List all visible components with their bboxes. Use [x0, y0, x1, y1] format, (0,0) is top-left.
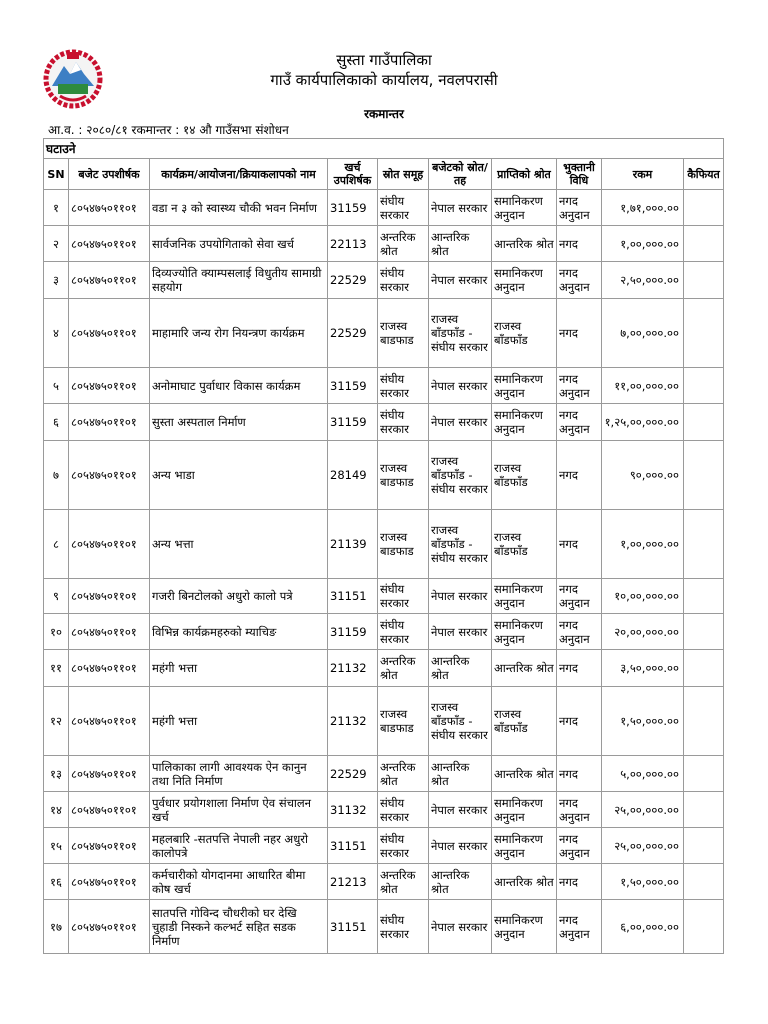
program-name-cell: पालिकाका लागी आवश्यक ऐन कानुन तथा निति निर्माण	[150, 756, 328, 792]
program-name-cell: माहामारि जन्य रोग नियन्त्रण कार्यक्रम	[150, 299, 328, 368]
table-row	[44, 614, 724, 650]
column-header: कैफियत	[684, 159, 724, 190]
table-row	[44, 650, 724, 687]
budget-code-cell: ८०५४७५०११०१	[69, 614, 150, 650]
expense-code-cell: 31159	[328, 368, 378, 404]
payment-method-cell: नगद	[557, 756, 602, 792]
expense-code-cell: 21213	[328, 864, 378, 900]
expense-code-cell: 31159	[328, 614, 378, 650]
amount-cell: २,५०,०००.००	[602, 262, 684, 299]
source-level-cell: नेपाल सरकार	[429, 404, 492, 441]
receipt-source-cell: राजस्व बाँडफाँड	[492, 299, 557, 368]
source-level-cell: नेपाल सरकार	[429, 614, 492, 650]
source-group-cell: संघीय सरकार	[378, 190, 429, 226]
source-level-cell: नेपाल सरकार	[429, 579, 492, 614]
fiscal-year-line: आ.व. : २०८०/८१ रकमान्तर : १४ औ गाउँसभा संशोधन	[48, 123, 289, 137]
source-group-cell: अन्तरिक श्रोत	[378, 226, 429, 262]
column-header: खर्च उपशिर्षक	[328, 159, 378, 190]
program-name-cell: कर्मचारीको योगदानमा आधारित बीमा कोष खर्च	[150, 864, 328, 900]
source-level-cell: आन्तरिक श्रोत	[429, 650, 492, 687]
source-group-cell: संघीय सरकार	[378, 404, 429, 441]
sn-cell: १४	[44, 792, 69, 828]
sn-cell: ८	[44, 510, 69, 579]
source-group-cell: संघीय सरकार	[378, 900, 429, 954]
office-name: सुस्ता गाउँपालिका	[336, 51, 432, 69]
receipt-source-cell: राजस्व बाँडफाँड	[492, 510, 557, 579]
source-group-cell: संघीय सरकार	[378, 792, 429, 828]
payment-method-cell: नगद अनुदान	[557, 262, 602, 299]
amount-cell: २५,००,०००.००	[602, 828, 684, 864]
program-name-cell: पुर्वधार प्रयोगशाला निर्माण ऐव संचालन खर्च	[150, 792, 328, 828]
table-row	[44, 900, 724, 954]
budget-code-cell: ८०५४७५०११०१	[69, 226, 150, 262]
receipt-source-cell: समानिकरण अनुदान	[492, 368, 557, 404]
receipt-source-cell: समानिकरण अनुदान	[492, 828, 557, 864]
payment-method-cell: नगद अनुदान	[557, 900, 602, 954]
sn-cell: ११	[44, 650, 69, 687]
remarks-cell	[684, 756, 724, 792]
budget-code-cell: ८०५४७५०११०१	[69, 900, 150, 954]
sn-cell: १	[44, 190, 69, 226]
office-subtitle: गाउँ कार्यपालिकाको कार्यालय, नवलपरासी	[270, 71, 498, 89]
table-row	[44, 792, 724, 828]
table-row	[44, 368, 724, 404]
budget-code-cell: ८०५४७५०११०१	[69, 368, 150, 404]
header-row	[44, 159, 724, 190]
sn-cell: १३	[44, 756, 69, 792]
amount-cell: ५,००,०००.००	[602, 756, 684, 792]
sn-cell: १६	[44, 864, 69, 900]
amount-cell: २५,००,०००.००	[602, 792, 684, 828]
source-group-cell: राजस्व बाडफाड	[378, 299, 429, 368]
program-name-cell: महंगी भत्ता	[150, 650, 328, 687]
payment-method-cell: नगद अनुदान	[557, 368, 602, 404]
receipt-source-cell: राजस्व बाँडफाँड	[492, 687, 557, 756]
section-row	[44, 139, 724, 159]
program-name-cell: सातपत्ति गोविन्द चौधरीको घर देखि चुहाडी निस्कने कल्भर्ट सहित सडक निर्माण	[150, 900, 328, 954]
budget-code-cell: ८०५४७५०११०१	[69, 864, 150, 900]
remarks-cell	[684, 404, 724, 441]
source-group-cell: अन्तरिक श्रोत	[378, 650, 429, 687]
receipt-source-cell: समानिकरण अनुदान	[492, 614, 557, 650]
program-name-cell: सुस्ता अस्पताल निर्माण	[150, 404, 328, 441]
expense-code-cell: 21132	[328, 650, 378, 687]
remarks-cell	[684, 262, 724, 299]
budget-transfer-table	[43, 138, 724, 954]
receipt-source-cell: आन्तरिक श्रोत	[492, 756, 557, 792]
payment-method-cell: नगद अनुदान	[557, 579, 602, 614]
table-row	[44, 404, 724, 441]
table-row	[44, 262, 724, 299]
source-group-cell: राजस्व बाडफाड	[378, 510, 429, 579]
remarks-cell	[684, 368, 724, 404]
receipt-source-cell: आन्तरिक श्रोत	[492, 650, 557, 687]
budget-code-cell: ८०५४७५०११०१	[69, 299, 150, 368]
amount-cell: ३,५०,०००.००	[602, 650, 684, 687]
program-name-cell: विभिन्न कार्यक्रमहरुको म्याचिङ	[150, 614, 328, 650]
remarks-cell	[684, 864, 724, 900]
expense-code-cell: 21132	[328, 687, 378, 756]
remarks-cell	[684, 441, 724, 510]
receipt-source-cell: समानिकरण अनुदान	[492, 404, 557, 441]
expense-code-cell: 31151	[328, 828, 378, 864]
budget-code-cell: ८०५४७५०११०१	[69, 687, 150, 756]
remarks-cell	[684, 828, 724, 864]
amount-cell: ७,००,०००.००	[602, 299, 684, 368]
table-row	[44, 510, 724, 579]
budget-code-cell: ८०५४७५०११०१	[69, 650, 150, 687]
column-header: बजेट उपशीर्षक	[69, 159, 150, 190]
receipt-source-cell: समानिकरण अनुदान	[492, 190, 557, 226]
source-group-cell: संघीय सरकार	[378, 828, 429, 864]
receipt-source-cell: समानिकरण अनुदान	[492, 792, 557, 828]
amount-cell: १,७१,०००.००	[602, 190, 684, 226]
program-name-cell: अनोमाघाट पुर्वाधार विकास कार्यक्रम	[150, 368, 328, 404]
expense-code-cell: 22113	[328, 226, 378, 262]
remarks-cell	[684, 510, 724, 579]
payment-method-cell: नगद अनुदान	[557, 404, 602, 441]
column-header: SN	[44, 159, 69, 190]
expense-code-cell: 22529	[328, 299, 378, 368]
table-row	[44, 756, 724, 792]
sn-cell: ४	[44, 299, 69, 368]
table-row	[44, 687, 724, 756]
payment-method-cell: नगद	[557, 299, 602, 368]
budget-code-cell: ८०५४७५०११०१	[69, 510, 150, 579]
amount-cell: १,००,०००.००	[602, 226, 684, 262]
expense-code-cell: 31159	[328, 404, 378, 441]
program-name-cell: अन्य भाडा	[150, 441, 328, 510]
receipt-source-cell: समानिकरण अनुदान	[492, 262, 557, 299]
program-name-cell: गजरी बिनटोलको अधुरो कालो पत्रे	[150, 579, 328, 614]
source-level-cell: राजस्व बाँडफाँड - संघीय सरकार	[429, 441, 492, 510]
receipt-source-cell: समानिकरण अनुदान	[492, 900, 557, 954]
payment-method-cell: नगद	[557, 226, 602, 262]
sn-cell: २	[44, 226, 69, 262]
expense-code-cell: 31132	[328, 792, 378, 828]
remarks-cell	[684, 190, 724, 226]
payment-method-cell: नगद अनुदान	[557, 828, 602, 864]
column-header: स्रोत समूह	[378, 159, 429, 190]
budget-code-cell: ८०५४७५०११०१	[69, 792, 150, 828]
table-row	[44, 579, 724, 614]
source-level-cell: आन्तरिक श्रोत	[429, 226, 492, 262]
source-level-cell: राजस्व बाँडफाँड - संघीय सरकार	[429, 510, 492, 579]
payment-method-cell: नगद	[557, 510, 602, 579]
sn-cell: ५	[44, 368, 69, 404]
source-group-cell: संघीय सरकार	[378, 579, 429, 614]
remarks-cell	[684, 900, 724, 954]
expense-code-cell: 31151	[328, 579, 378, 614]
source-group-cell: राजस्व बाडफाड	[378, 687, 429, 756]
program-name-cell: अन्य भत्ता	[150, 510, 328, 579]
expense-code-cell: 21139	[328, 510, 378, 579]
remarks-cell	[684, 226, 724, 262]
source-group-cell: राजस्व बाडफाड	[378, 441, 429, 510]
sn-cell: १७	[44, 900, 69, 954]
table-row	[44, 441, 724, 510]
source-group-cell: संघीय सरकार	[378, 262, 429, 299]
remarks-cell	[684, 792, 724, 828]
payment-method-cell: नगद	[557, 864, 602, 900]
column-header: बजेटको स्रोत/तह	[429, 159, 492, 190]
remarks-cell	[684, 650, 724, 687]
source-level-cell: आन्तरिक श्रोत	[429, 864, 492, 900]
payment-method-cell: नगद	[557, 650, 602, 687]
expense-code-cell: 28149	[328, 441, 378, 510]
source-level-cell: आन्तरिक श्रोत	[429, 756, 492, 792]
budget-code-cell: ८०५४७५०११०१	[69, 756, 150, 792]
table-row	[44, 226, 724, 262]
expense-code-cell: 31159	[328, 190, 378, 226]
remarks-cell	[684, 687, 724, 756]
sn-cell: ७	[44, 441, 69, 510]
amount-cell: १०,००,०००.००	[602, 579, 684, 614]
sn-cell: ९	[44, 579, 69, 614]
sn-cell: ६	[44, 404, 69, 441]
budget-code-cell: ८०५४७५०११०१	[69, 404, 150, 441]
source-group-cell: अन्तरिक श्रोत	[378, 864, 429, 900]
source-group-cell: संघीय सरकार	[378, 368, 429, 404]
amount-cell: १,५०,०००.००	[602, 864, 684, 900]
source-group-cell: अन्तरिक श्रोत	[378, 756, 429, 792]
payment-method-cell: नगद अनुदान	[557, 614, 602, 650]
program-name-cell: महंगी भत्ता	[150, 687, 328, 756]
remarks-cell	[684, 614, 724, 650]
program-name-cell: सार्वजनिक उपयोगिताको सेवा खर्च	[150, 226, 328, 262]
budget-code-cell: ८०५४७५०११०१	[69, 441, 150, 510]
document-title: रकमान्तर	[364, 107, 404, 121]
column-header: भुक्तानी विधि	[557, 159, 602, 190]
column-header: रकम	[602, 159, 684, 190]
table-row	[44, 299, 724, 368]
budget-code-cell: ८०५४७५०११०१	[69, 579, 150, 614]
column-header: प्राप्तिको श्रोत	[492, 159, 557, 190]
payment-method-cell: नगद	[557, 687, 602, 756]
amount-cell: १,२५,००,०००.००	[602, 404, 684, 441]
receipt-source-cell: राजस्व बाँडफाँड	[492, 441, 557, 510]
budget-code-cell: ८०५४७५०११०१	[69, 828, 150, 864]
source-group-cell: संघीय सरकार	[378, 614, 429, 650]
sn-cell: १५	[44, 828, 69, 864]
source-level-cell: नेपाल सरकार	[429, 190, 492, 226]
source-level-cell: नेपाल सरकार	[429, 262, 492, 299]
payment-method-cell: नगद अनुदान	[557, 792, 602, 828]
amount-cell: ९०,०००.००	[602, 441, 684, 510]
source-level-cell: राजस्व बाँडफाँड - संघीय सरकार	[429, 687, 492, 756]
amount-cell: ६,००,०००.००	[602, 900, 684, 954]
source-level-cell: नेपाल सरकार	[429, 900, 492, 954]
table-row	[44, 190, 724, 226]
table-row	[44, 828, 724, 864]
budget-code-cell: ८०५४७५०११०१	[69, 262, 150, 299]
receipt-source-cell: आन्तरिक श्रोत	[492, 226, 557, 262]
expense-code-cell: 22529	[328, 756, 378, 792]
expense-code-cell: 22529	[328, 262, 378, 299]
source-level-cell: नेपाल सरकार	[429, 828, 492, 864]
column-header: कार्यक्रम/आयोजना/क्रियाकलापको नाम	[150, 159, 328, 190]
receipt-source-cell: आन्तरिक श्रोत	[492, 864, 557, 900]
program-name-cell: महलबारि -सतपत्ति नेपाली नहर अधुरो कालोपत्रे	[150, 828, 328, 864]
sn-cell: १२	[44, 687, 69, 756]
program-name-cell: दिव्यज्योति क्याम्पसलाई विधुतीय सामाग्री सहयोग	[150, 262, 328, 299]
section-label: घटाउने	[44, 139, 724, 159]
amount-cell: १,५०,०००.००	[602, 687, 684, 756]
remarks-cell	[684, 579, 724, 614]
amount-cell: २०,००,०००.००	[602, 614, 684, 650]
sn-cell: ३	[44, 262, 69, 299]
remarks-cell	[684, 299, 724, 368]
receipt-source-cell: समानिकरण अनुदान	[492, 579, 557, 614]
table-row	[44, 864, 724, 900]
source-level-cell: नेपाल सरकार	[429, 368, 492, 404]
payment-method-cell: नगद	[557, 441, 602, 510]
payment-method-cell: नगद अनुदान	[557, 190, 602, 226]
program-name-cell: वडा न ३ को स्वास्थ्य चौकी भवन निर्माण	[150, 190, 328, 226]
source-level-cell: नेपाल सरकार	[429, 792, 492, 828]
budget-code-cell: ८०५४७५०११०१	[69, 190, 150, 226]
expense-code-cell: 31151	[328, 900, 378, 954]
amount-cell: ११,००,०००.००	[602, 368, 684, 404]
sn-cell: १०	[44, 614, 69, 650]
amount-cell: १,००,०००.००	[602, 510, 684, 579]
source-level-cell: राजस्व बाँडफाँड - संघीय सरकार	[429, 299, 492, 368]
